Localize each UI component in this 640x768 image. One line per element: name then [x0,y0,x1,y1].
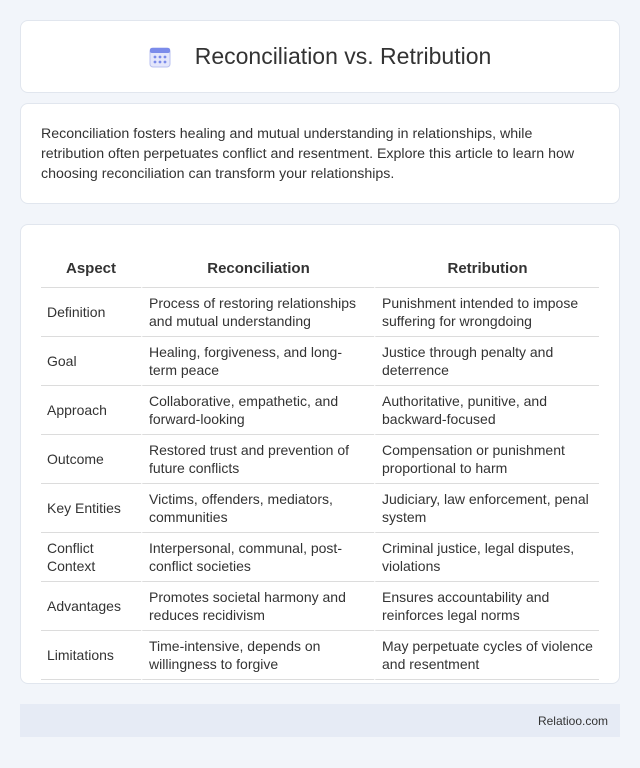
row-reconciliation: Interpersonal, communal, post-conflict societies [141,533,374,582]
row-aspect: Approach [41,386,141,435]
row-aspect: Outcome [41,435,141,484]
row-aspect: Limitations [41,631,141,680]
header-reconciliation: Reconciliation [141,245,374,288]
comparison-table [41,245,599,680]
row-retribution: Authoritative, punitive, and backward-focused [374,386,599,435]
row-reconciliation: Restored trust and prevention of future conflicts [141,435,374,484]
header-aspect: Aspect [41,245,141,288]
table-row [41,631,599,680]
footer-site-link[interactable]: Relatioo.com [537,713,608,728]
row-reconciliation: Victims, offenders, mediators, communities [141,484,374,533]
table-row [41,582,599,631]
row-retribution: Compensation or punishment proportional to harm [374,435,599,484]
row-aspect: Key Entities [41,484,141,533]
row-aspect: Definition [41,288,141,337]
row-reconciliation: Promotes societal harmony and reduces recidivism [141,582,374,631]
row-reconciliation: Process of restoring relationships and mutual understanding [141,288,374,337]
row-retribution: Judiciary, law enforcement, penal system [374,484,599,533]
title-wrap [149,43,492,70]
row-retribution: May perpetuate cycles of violence and resentment [374,631,599,680]
row-retribution: Ensures accountability and reinforces legal norms [374,582,599,631]
row-aspect: Goal [41,337,141,386]
header-retribution: Retribution [374,245,599,288]
row-retribution: Punishment intended to impose suffering for wrongdoing [374,288,599,337]
row-aspect: Advantages [41,582,141,631]
page-title: Reconciliation vs. Retribution [194,43,492,69]
calendar-icon [149,46,171,68]
table-header-row [41,245,599,288]
row-reconciliation: Healing, forgiveness, and long-term peace [141,337,374,386]
row-retribution: Justice through penalty and deterrence [374,337,599,386]
table-row [41,435,599,484]
table-row [41,533,599,582]
title-card [20,20,620,93]
table-row [41,337,599,386]
footer [20,704,620,737]
row-reconciliation: Time-intensive, depends on willingness to forgive [141,631,374,680]
table-row [41,386,599,435]
row-aspect: Conflict Context [41,533,141,582]
row-reconciliation: Collaborative, empathetic, and forward-looking [141,386,374,435]
intro-card [20,103,620,204]
comparison-table-card [20,224,620,684]
table-row [41,484,599,533]
table-row [41,288,599,337]
row-retribution: Criminal justice, legal disputes, violations [374,533,599,582]
intro-paragraph: Reconciliation fosters healing and mutual understanding in relationships, while retribution often perpetuates conflict and resentment. Explore this article to learn how choosing reconciliation can transform your relationships. [41,126,575,182]
